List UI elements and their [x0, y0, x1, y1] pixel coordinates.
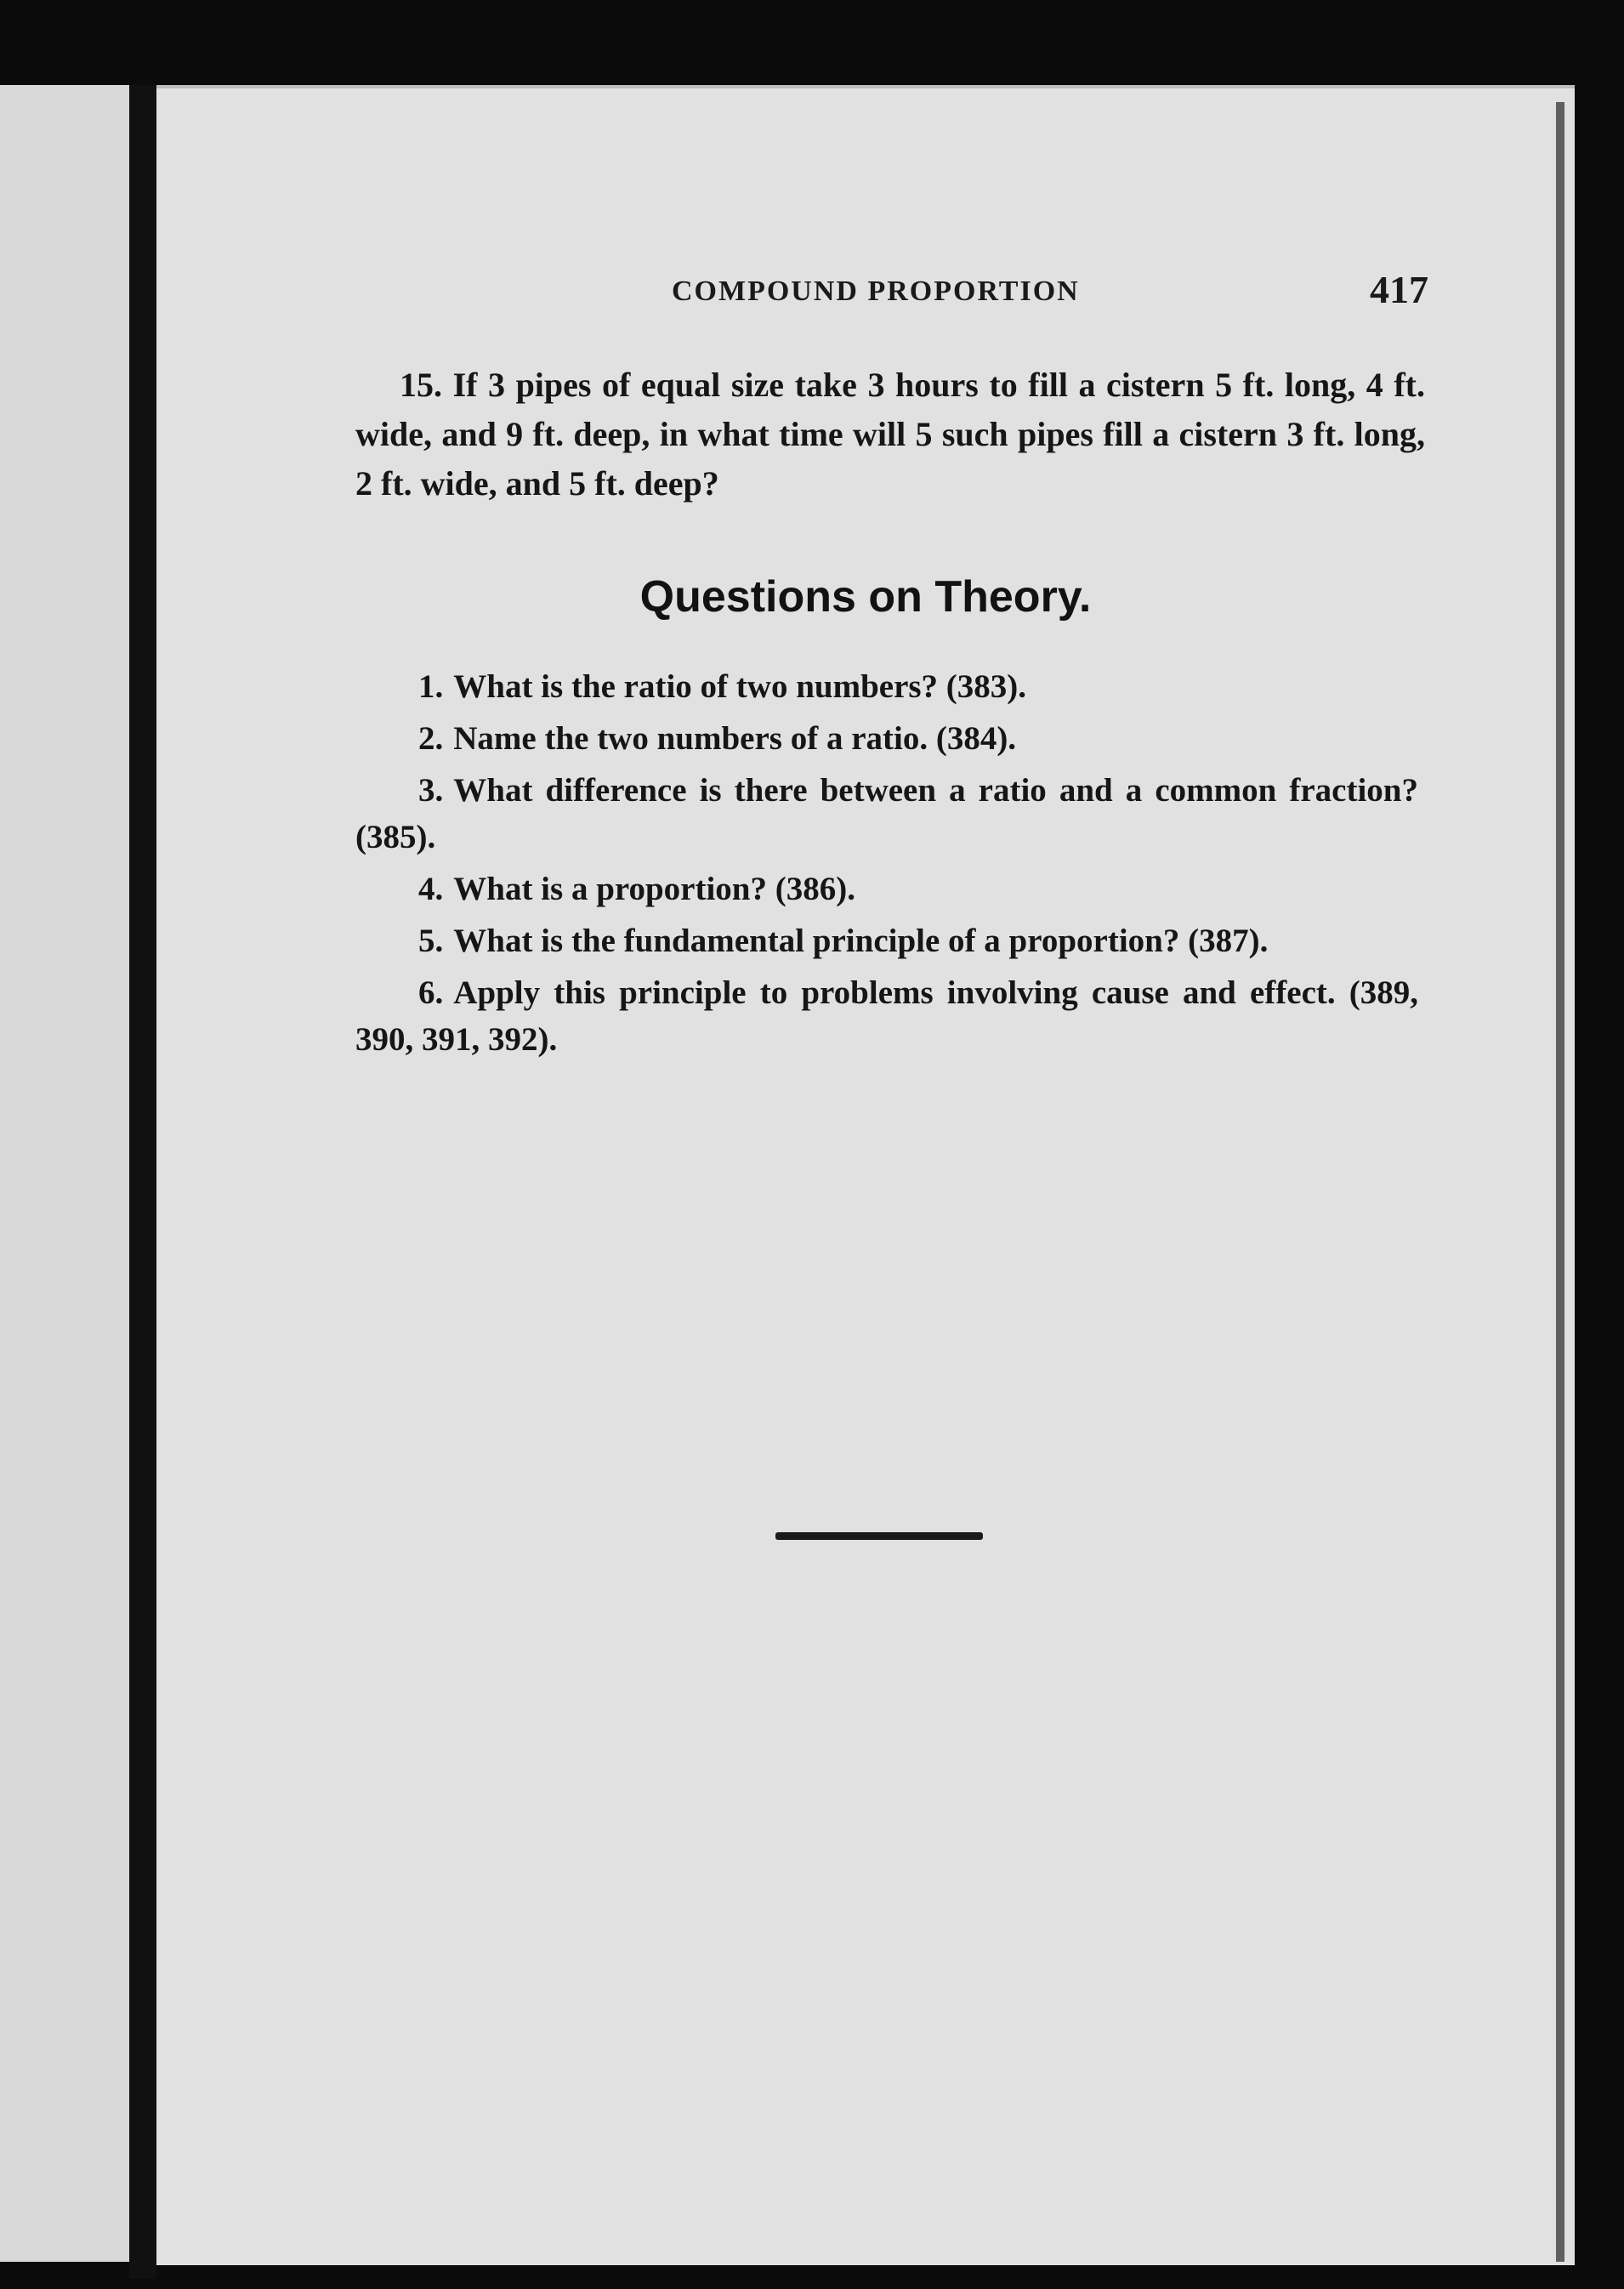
question-number: 4. [418, 871, 444, 907]
question-item [355, 715, 1418, 762]
question-item [355, 663, 1418, 710]
question-text: What is a proportion? (386). [453, 871, 855, 907]
question-text: What difference is there between a ratio and a common fraction? (385). [355, 772, 1418, 855]
running-head: COMPOUND PROPORTION [672, 275, 1080, 307]
question-text: What is the fundamental principle of a proportion? (387). [453, 923, 1269, 959]
book-gutter [129, 85, 156, 2279]
problem-15 [355, 361, 1425, 508]
question-text: Name the two numbers of a ratio. (384). [453, 720, 1017, 757]
page-right-edge [1556, 102, 1564, 2262]
question-item [355, 917, 1418, 964]
question-number: 1. [418, 668, 444, 705]
page-header [672, 268, 1428, 323]
question-number: 6. [418, 974, 444, 1011]
question-item [355, 969, 1418, 1063]
end-rule [775, 1532, 983, 1540]
question-number: 3. [418, 772, 444, 809]
problem-text: If 3 pipes of equal size take 3 hours to fill a cistern 5 ft. long, 4 ft. wide, and 9 ft. deep, in what time will 5 such pipes fill a cistern 3 ft. long, 2 ft. wide, and 5 ft. deep? [355, 366, 1425, 503]
facing-page-edge [0, 85, 129, 2262]
question-text: What is the ratio of two numbers? (383). [453, 668, 1027, 705]
page-number: 417 [1370, 268, 1428, 311]
questions-list [355, 663, 1418, 1068]
question-item [355, 767, 1418, 861]
question-number: 2. [418, 720, 444, 757]
problem-number: 15. [400, 366, 442, 404]
question-text: Apply this principle to problems involving cause and effect. (389, 390, 391, 392). [355, 974, 1418, 1058]
section-heading: Questions on Theory. [639, 572, 1092, 622]
question-number: 5. [418, 923, 444, 959]
question-item [355, 866, 1418, 912]
